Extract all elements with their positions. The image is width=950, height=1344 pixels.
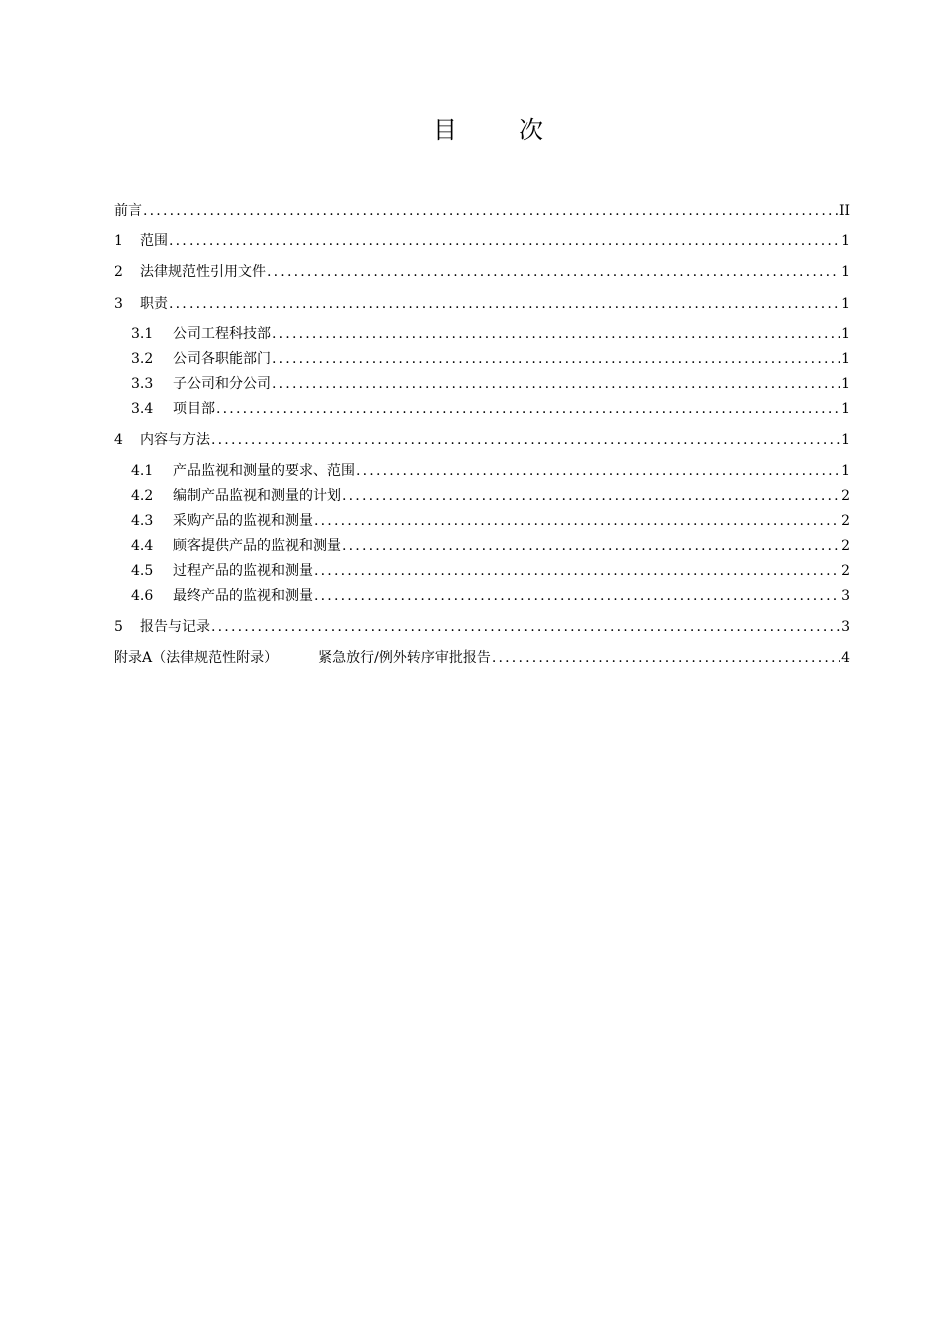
toc-entry-3-2[interactable] <box>114 348 850 370</box>
toc-page-number: 2 <box>841 488 850 504</box>
toc-entry-label <box>114 200 142 222</box>
toc-entry-number: 4.2 <box>131 488 154 504</box>
toc-entry-number: 4.6 <box>131 588 154 604</box>
toc-dot-leader <box>272 348 840 370</box>
toc-entry-number: 4.1 <box>131 463 154 479</box>
toc-dot-leader <box>492 647 840 669</box>
toc-page-number: 2 <box>841 513 850 529</box>
toc-entry-2[interactable] <box>114 261 850 283</box>
toc-entry-label <box>114 560 313 582</box>
toc-page-number: 1 <box>841 296 850 312</box>
toc-entry-text: 产品监视和测量的要求、范围 <box>173 463 355 479</box>
toc-entry-label <box>114 261 266 283</box>
toc-dot-leader <box>169 293 840 315</box>
toc-entry-label <box>114 398 215 420</box>
toc-entry-preface[interactable] <box>114 200 850 222</box>
toc-dot-leader <box>143 200 838 222</box>
toc-entry-label <box>114 535 341 557</box>
toc-dot-leader <box>314 585 840 607</box>
toc-entry-4-6[interactable] <box>114 585 850 607</box>
toc-dot-leader <box>356 460 840 482</box>
toc-entry-label <box>114 510 313 532</box>
toc-entry-label <box>114 293 168 315</box>
toc-entry-number: 4.5 <box>131 563 154 579</box>
toc-page-number: 1 <box>841 401 850 417</box>
toc-entry-text: 公司工程科技部 <box>173 326 271 342</box>
toc-annex-prefix: 附录A（法律规范性附录） <box>114 650 279 666</box>
toc-dot-leader <box>314 560 840 582</box>
toc-entry-4-2[interactable] <box>114 485 850 507</box>
toc-entry-label <box>114 230 168 252</box>
toc-entry-4-1[interactable] <box>114 460 850 482</box>
toc-entry-number: 4.4 <box>131 538 154 554</box>
toc-entry-number: 5 <box>114 619 123 635</box>
toc-entry-number: 2 <box>114 264 123 280</box>
toc-entry-3[interactable] <box>114 293 850 315</box>
toc-page-number: 2 <box>841 538 850 554</box>
toc-page-number: 2 <box>841 563 850 579</box>
toc-entry-number: 4.3 <box>131 513 154 529</box>
toc-entry-5[interactable] <box>114 616 850 638</box>
toc-dot-leader <box>211 429 840 451</box>
toc-entry-text: 范围 <box>140 233 168 249</box>
toc-entry-number: 3.2 <box>131 351 154 367</box>
toc-page-number: II <box>838 203 850 219</box>
toc-entry-label <box>114 460 355 482</box>
toc-entry-text: 顾客提供产品的监视和测量 <box>173 538 341 554</box>
toc-entry-number: 3.1 <box>131 326 154 342</box>
toc-entry-text: 公司各职能部门 <box>173 351 271 367</box>
toc-entry-4[interactable] <box>114 429 850 451</box>
toc-dot-leader <box>272 373 840 395</box>
toc-entry-text: 编制产品监视和测量的计划 <box>173 488 341 504</box>
toc-dot-leader <box>216 398 840 420</box>
toc-entry-text: 法律规范性引用文件 <box>140 264 266 280</box>
toc-entry-text: 职责 <box>140 296 168 312</box>
toc-entry-number: 3 <box>114 296 123 312</box>
toc-dot-leader <box>342 535 840 557</box>
toc-entry-label <box>114 585 313 607</box>
toc-title <box>0 110 950 145</box>
toc-entry-text: 项目部 <box>173 401 215 417</box>
toc-entry-3-3[interactable] <box>114 373 850 395</box>
toc-entry-number: 4 <box>114 432 123 448</box>
toc-entry-number: 1 <box>114 233 123 249</box>
toc-page-number: 4 <box>841 650 850 666</box>
toc-page-number: 1 <box>841 264 850 280</box>
toc-dot-leader <box>272 323 840 345</box>
toc-dot-leader <box>267 261 840 283</box>
toc-entry-label <box>114 348 271 370</box>
toc-entry-annex-a[interactable] <box>114 647 850 669</box>
toc-page-number: 3 <box>841 619 850 635</box>
toc-dot-leader <box>169 230 840 252</box>
toc-entry-3-1[interactable] <box>114 323 850 345</box>
toc-entry-text: 报告与记录 <box>140 619 210 635</box>
toc-dot-leader <box>211 616 840 638</box>
toc-entry-text: 紧急放行/例外转序审批报告 <box>318 650 491 666</box>
toc-entry-label <box>114 323 271 345</box>
toc-entry-text: 采购产品的监视和测量 <box>173 513 313 529</box>
toc-entry-text: 子公司和分公司 <box>173 376 271 392</box>
toc-entry-4-5[interactable] <box>114 560 850 582</box>
toc-entry-label <box>114 647 491 669</box>
toc-title-char-1: 目 <box>433 116 457 144</box>
toc-entry-text: 内容与方法 <box>140 432 210 448</box>
toc-entry-3-4[interactable] <box>114 398 850 420</box>
toc-page-number: 1 <box>841 351 850 367</box>
toc-title-char-2: 次 <box>519 116 543 144</box>
toc-entry-label <box>114 373 271 395</box>
toc-entry-4-4[interactable] <box>114 535 850 557</box>
toc-page-number: 1 <box>841 326 850 342</box>
toc-page-number: 1 <box>841 233 850 249</box>
toc-page-number: 1 <box>841 432 850 448</box>
toc-page-number: 1 <box>841 463 850 479</box>
toc-entry-number: 3.4 <box>131 401 154 417</box>
toc-entry-label <box>114 485 341 507</box>
toc-entry-text: 最终产品的监视和测量 <box>173 588 313 604</box>
toc-entry-1[interactable] <box>114 230 850 252</box>
toc-entry-number: 3.3 <box>131 376 154 392</box>
toc-entry-text: 前言 <box>114 203 142 219</box>
toc-dot-leader <box>342 485 840 507</box>
toc-entry-4-3[interactable] <box>114 510 850 532</box>
toc-entry-text: 过程产品的监视和测量 <box>173 563 313 579</box>
toc-dot-leader <box>314 510 840 532</box>
toc-page-number: 3 <box>841 588 850 604</box>
toc-entry-label <box>114 616 210 638</box>
toc-entry-label <box>114 429 210 451</box>
toc-page-number: 1 <box>841 376 850 392</box>
